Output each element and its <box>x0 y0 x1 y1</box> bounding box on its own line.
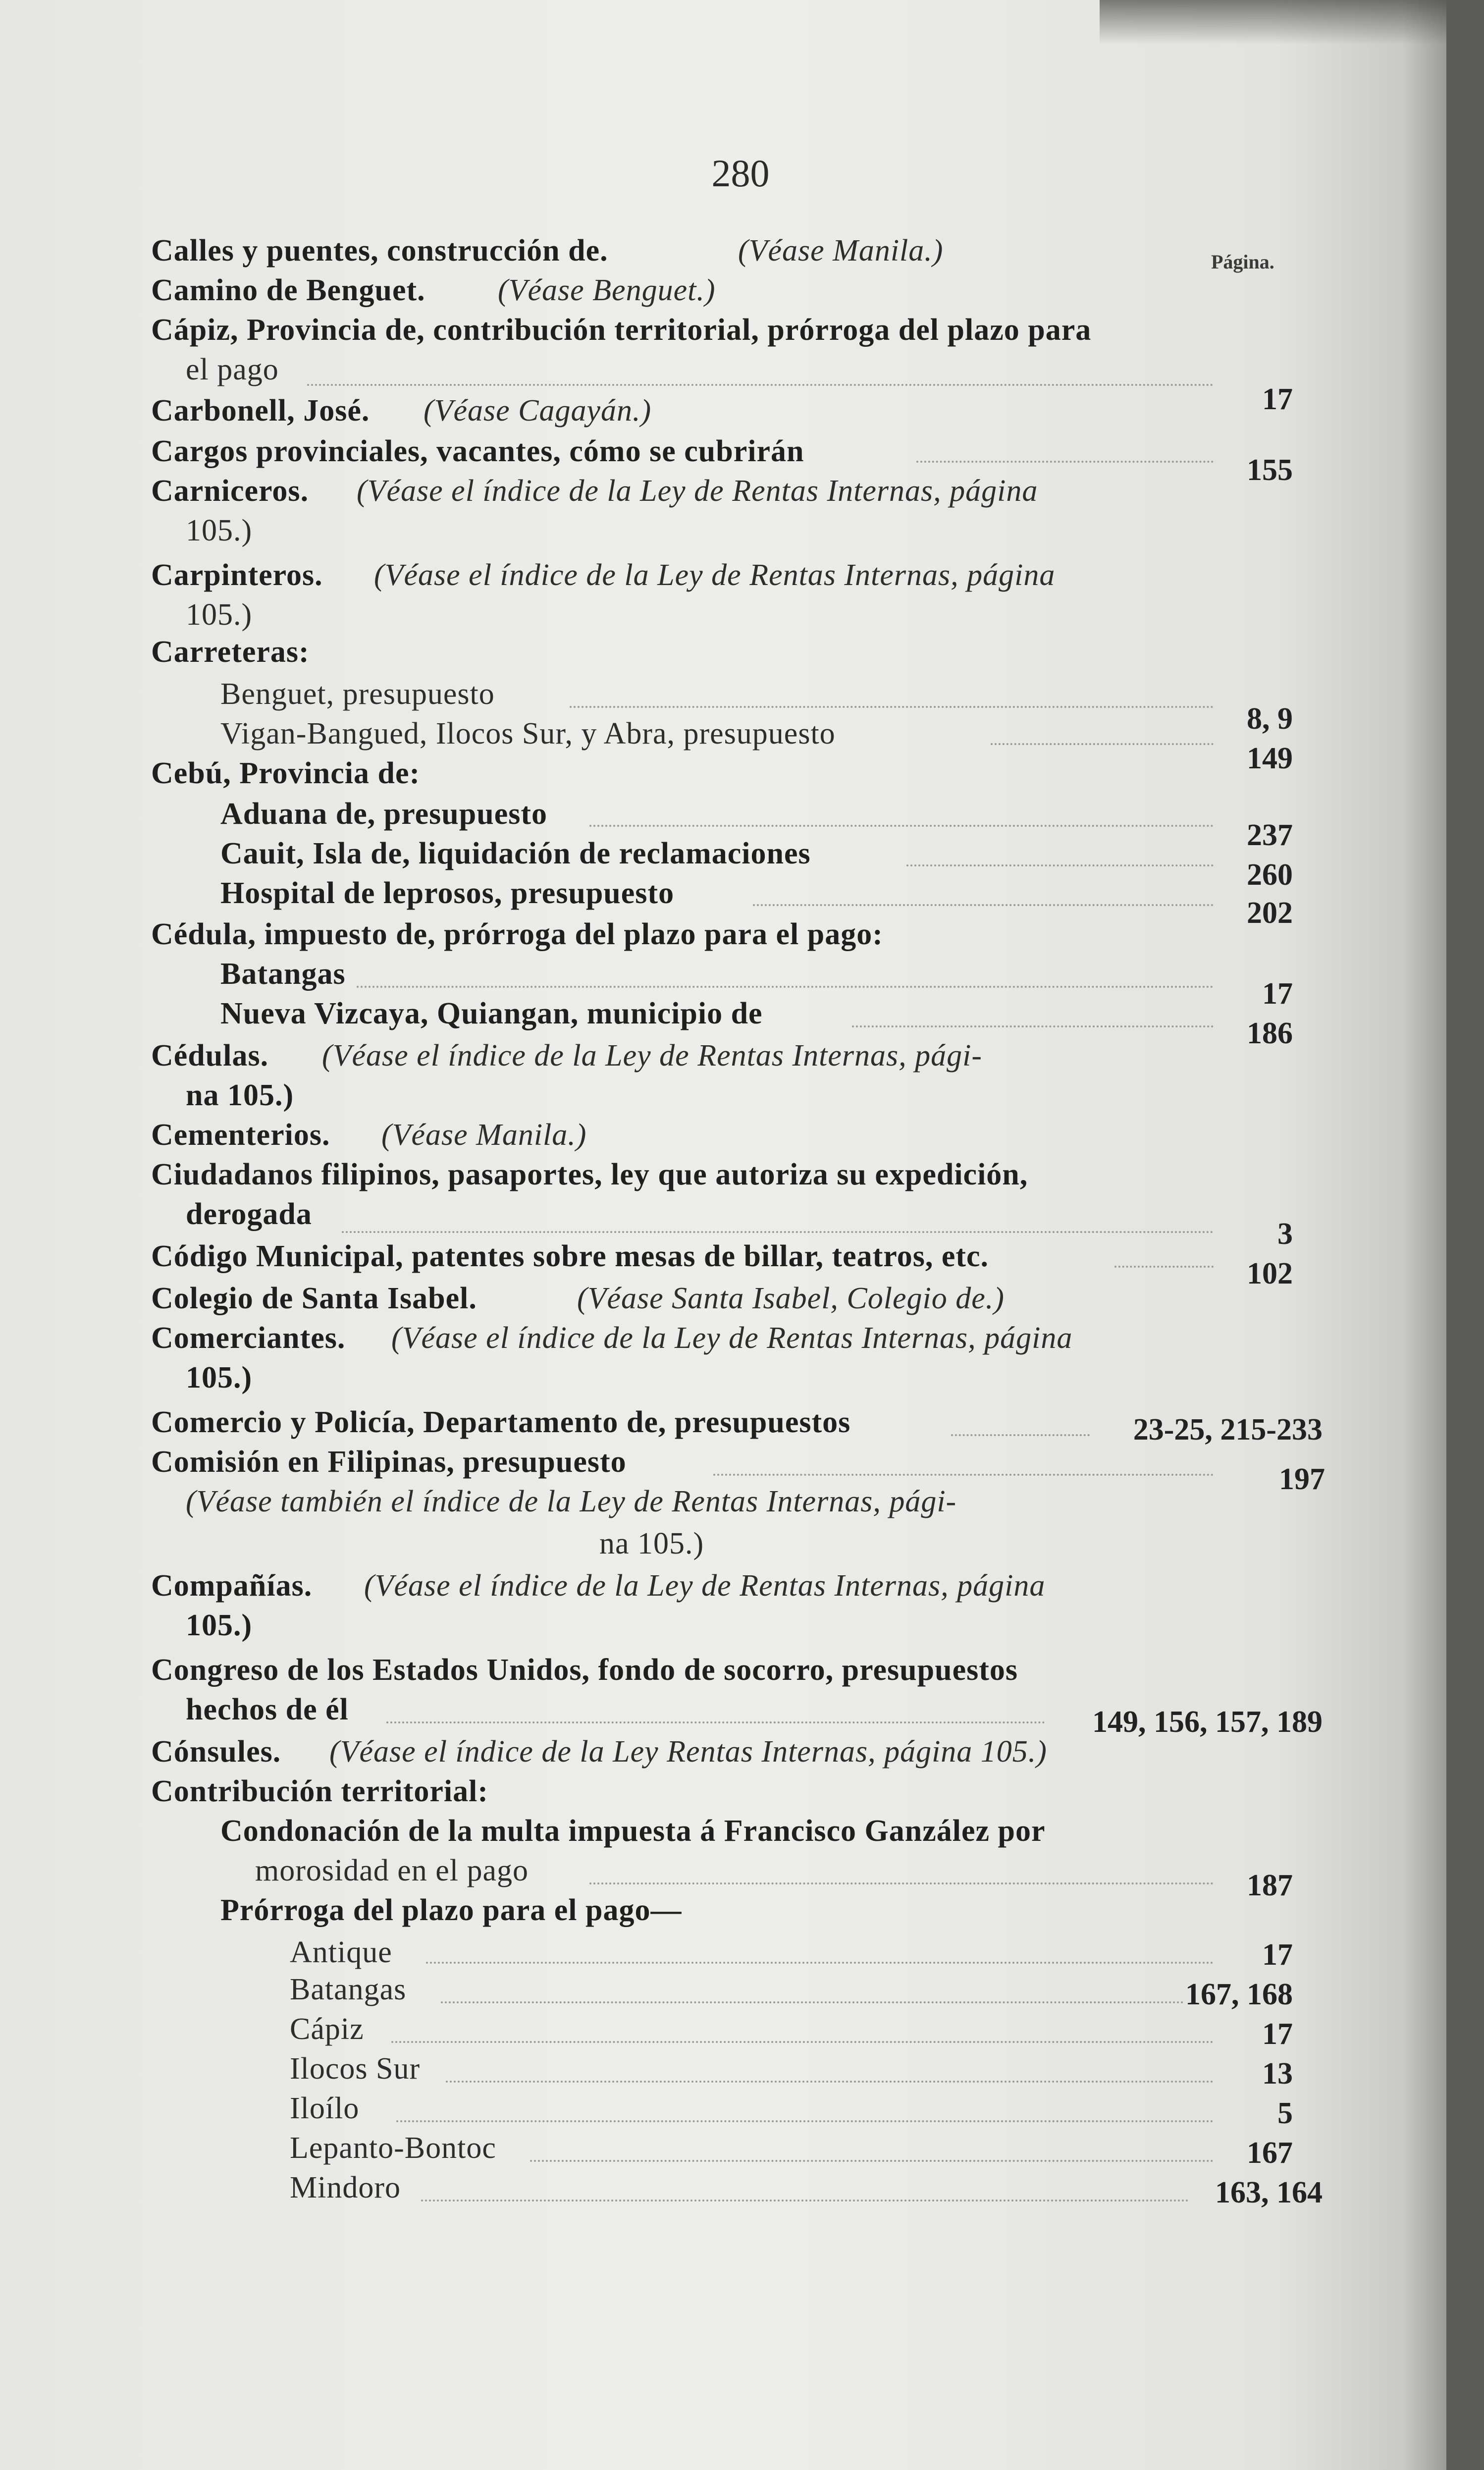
entry-heading: Comerciantes. <box>151 1321 346 1355</box>
entry-see-reference: (Véase Manila.) <box>738 234 944 268</box>
entry-heading: Cementerios. <box>151 1118 330 1152</box>
page-reference: 260 <box>1247 858 1293 892</box>
sub-entry: Batangas <box>220 957 346 991</box>
entry-heading: Compañías. <box>151 1569 313 1603</box>
entry-see-reference: (Véase también el índice de la Ley de Rentas Internas, pági- <box>186 1485 957 1518</box>
entry-continuation: hechos de él <box>186 1693 349 1726</box>
entry-see-reference: (Véase el índice de la Ley de Rentas Internas, página <box>357 474 1038 508</box>
entry-see-reference: (Véase el índice de la Ley Rentas Internas, página 105.) <box>329 1735 1047 1769</box>
page-reference: 197 <box>1279 1462 1325 1496</box>
entry-heading: Cédulas. <box>151 1039 269 1073</box>
entry-see-reference: (Véase Benguet.) <box>498 273 716 307</box>
entry-see-reference: (Véase el índice de la Ley de Rentas Internas, página <box>374 558 1056 592</box>
province-item: Cápiz <box>290 2012 364 2046</box>
province-item: Iloílo <box>290 2092 360 2125</box>
page-number: 280 <box>711 152 770 195</box>
entry-see-reference: (Véase Cagayán.) <box>424 394 652 428</box>
entry-continuation: 105.) <box>186 1361 253 1395</box>
page-reference: 237 <box>1247 818 1293 852</box>
province-item: Mindoro <box>290 2171 401 2204</box>
sub-entry: Benguet, presupuesto <box>220 677 495 711</box>
page-reference: 163, 164 <box>1215 2176 1323 2209</box>
scan-shadow <box>1100 0 1446 45</box>
sub-entry: Cauit, Isla de, liquidación de reclamaciones <box>220 837 811 870</box>
sub-entry: Nueva Vizcaya, Quiangan, municipio de <box>220 997 763 1030</box>
page-reference: 17 <box>1262 382 1293 416</box>
entry-continuation: na 105.) <box>186 1078 294 1112</box>
entry-heading: Comisión en Filipinas, presupuesto <box>151 1445 627 1479</box>
page-reference: 17 <box>1262 1938 1293 1972</box>
province-item: Ilocos Sur <box>290 2052 421 2086</box>
entry-heading: Cápiz, Provincia de, contribución territorial, prórroga del plazo para <box>151 313 1092 347</box>
entry-heading: Contribución territorial: <box>151 1774 489 1808</box>
page-reference: 3 <box>1277 1217 1293 1251</box>
page-reference: 13 <box>1262 2057 1293 2091</box>
entry-heading: Cédula, impuesto de, prórroga del plazo para el pago: <box>151 917 883 951</box>
entry-heading: Calles y puentes, construcción de. <box>151 234 608 268</box>
entry-heading: Carbonell, José. <box>151 394 370 428</box>
entry-heading: Carpinteros. <box>151 558 323 592</box>
entry-continuation: 105.) <box>186 1609 253 1642</box>
entry-heading: Comercio y Policía, Departamento de, presupuestos <box>151 1405 851 1439</box>
entry-see-reference: (Véase Manila.) <box>381 1118 587 1152</box>
sub-entry: Vigan-Bangued, Ilocos Sur, y Abra, presupuesto <box>220 717 836 751</box>
page-reference: 102 <box>1247 1257 1293 1290</box>
entry-see-reference: (Véase el índice de la Ley de Rentas Internas, página <box>364 1569 1046 1603</box>
entry-heading: Ciudadanos filipinos, pasaportes, ley que autoriza su expedición, <box>151 1158 1028 1191</box>
page-reference: 8, 9 <box>1247 702 1293 736</box>
entry-heading: Carniceros. <box>151 474 309 508</box>
sub-entry: Hospital de leprosos, presupuesto <box>220 876 675 910</box>
dot-leader <box>421 2200 1189 2202</box>
entry-heading: Carreteras: <box>151 635 310 669</box>
entry-continuation: 105.) <box>186 598 253 632</box>
page-reference: 17 <box>1262 2017 1293 2051</box>
entry-heading: Colegio de Santa Isabel. <box>151 1282 477 1315</box>
page-reference: 186 <box>1247 1017 1293 1050</box>
province-item: Batangas <box>290 1973 407 2006</box>
province-item: Antique <box>290 1935 392 1969</box>
entry-continuation: el pago <box>186 353 279 386</box>
entry-see-reference: (Véase el índice de la Ley de Rentas Internas, pági- <box>322 1039 982 1073</box>
page-reference: 155 <box>1247 453 1293 487</box>
dot-leader <box>386 1721 1045 1723</box>
entry-heading: Código Municipal, patentes sobre mesas de billar, teatros, etc. <box>151 1239 989 1273</box>
entry-heading: Camino de Benguet. <box>151 273 425 307</box>
page-reference: 5 <box>1277 2096 1293 2130</box>
page-reference: 149, 156, 157, 189 <box>1092 1705 1323 1739</box>
sub-entry-continuation: morosidad en el pago <box>255 1854 529 1887</box>
page-reference: 149 <box>1247 742 1293 775</box>
province-item: Lepanto-Bontoc <box>290 2131 496 2165</box>
sub-entry: Aduana de, presupuesto <box>220 797 547 831</box>
entry-heading: Congreso de los Estados Unidos, fondo de socorro, presupuestos <box>151 1653 1018 1687</box>
entry-heading: Cargos provinciales, vacantes, cómo se cubrirán <box>151 434 804 468</box>
entry-see-reference: (Véase Santa Isabel, Colegio de.) <box>577 1282 1005 1315</box>
sub-entry: Condonación de la multa impuesta á Francisco Ganzález por <box>220 1814 1046 1848</box>
entry-see-reference: (Véase el índice de la Ley de Rentas Internas, página <box>391 1321 1073 1355</box>
pagina-column-header: Página. <box>1211 251 1274 273</box>
page-reference: 23-25, 215-233 <box>1133 1413 1323 1447</box>
entry-continuation: derogada <box>186 1197 312 1231</box>
page-reference: 167, 168 <box>1185 1978 1293 2011</box>
page-reference: 202 <box>1247 896 1293 930</box>
sub-entry: Prórroga del plazo para el pago— <box>220 1893 682 1927</box>
page-reference: 167 <box>1247 2136 1293 2170</box>
entry-continuation: na 105.) <box>599 1527 704 1560</box>
entry-heading: Cónsules. <box>151 1735 281 1769</box>
dot-leader <box>951 1434 1090 1436</box>
page-reference: 17 <box>1262 977 1293 1011</box>
page-reference: 187 <box>1247 1869 1293 1902</box>
entry-continuation: 105.) <box>186 514 253 547</box>
entry-heading: Cebú, Provincia de: <box>151 756 421 790</box>
